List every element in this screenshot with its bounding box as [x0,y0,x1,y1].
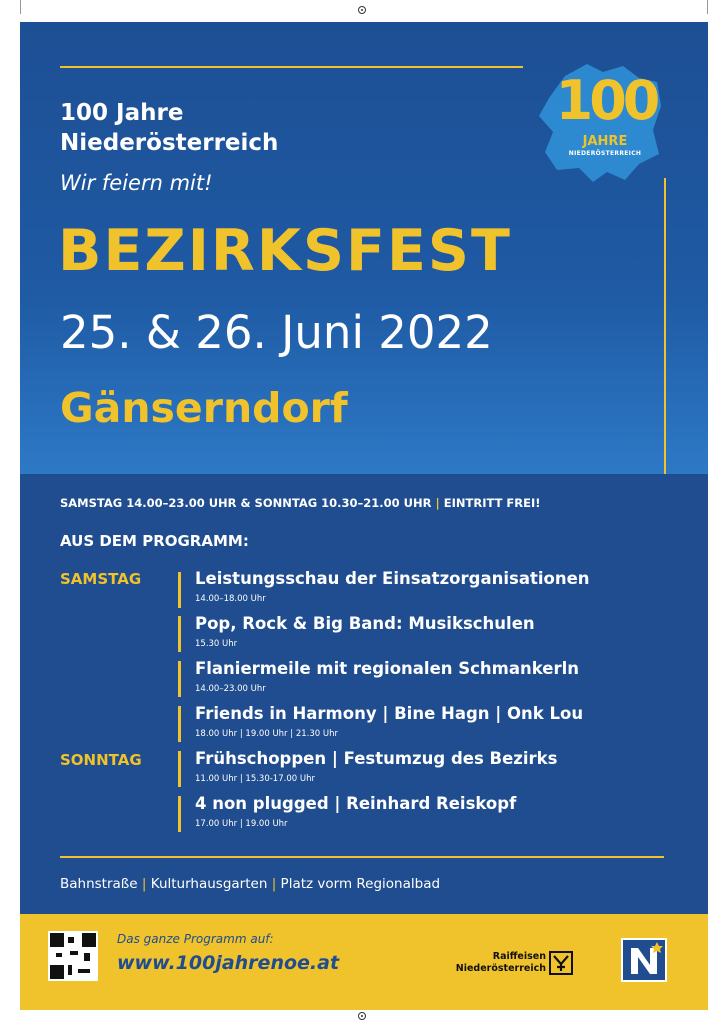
program-item-bar [178,796,181,832]
raiffeisen-logo-icon [549,951,573,975]
program-item-title: Pop, Rock & Big Band: Musikschulen [195,614,535,633]
footer-program-label: Das ganze Programm auf: [117,932,274,946]
badge-region: NIEDERÖSTERREICH [568,150,642,157]
program-item-title: Leistungsschau der Einsatzorganisationen [195,569,590,588]
program-item-bar [178,616,181,652]
qr-module [70,951,78,955]
program-item-time: 15.30 Uhr [195,639,238,649]
location-item: Bahnstraße [60,876,138,892]
anniversary-badge [535,58,665,184]
qr-module [78,969,90,973]
intro-line-1: 100 Jahre [60,100,184,126]
event-date: 25. & 26. Juni 2022 [60,306,493,359]
location-item: Kulturhausgarten [150,876,268,892]
accent-line-right [664,178,666,474]
program-item-title: Flaniermeile mit regionalen Schmankerln [195,659,579,678]
program-item-title: 4 non plugged | Reinhard Reiskopf [195,794,517,813]
qr-finder [82,933,96,947]
opening-hours [60,496,541,510]
qr-module [56,953,62,957]
program-item-title: Friends in Harmony | Bine Hagn | Onk Lou [195,704,584,723]
program-item-bar [178,751,181,787]
program-item-bar [178,572,181,608]
qr-finder [50,933,64,947]
qr-module [68,937,74,943]
separator: | [141,876,147,892]
sponsor-line-2: Niederösterreich [455,963,546,974]
badge-number: 100 [555,69,657,132]
accent-line-bottom [60,856,664,858]
crop-mark-top-right [707,0,708,14]
crop-mark-top-left [20,0,21,14]
accent-line-top [60,66,523,68]
program-item-title: Frühschoppen | Festumzug des Bezirks [195,749,558,768]
admission-text: EINTRITT FREI! [443,496,541,510]
registration-mark-top [358,6,366,14]
opening-hours-text: SAMSTAG 14.00–23.00 UHR & SONNTAG 10.30–21.00 UHR [60,496,432,510]
event-title: BEZIRKSFEST [58,218,512,284]
registration-mark-bottom [358,1012,366,1020]
program-item-bar [178,706,181,742]
program-item-time: 18.00 Uhr | 19.00 Uhr | 21.30 Uhr [195,729,338,739]
program-item-time: 14.00–18.00 Uhr [195,594,266,604]
separator: | [271,876,277,892]
program-item-time: 11.00 Uhr | 15.30-17.00 Uhr [195,774,315,784]
day-label-sunday: SONNTAG [60,751,142,769]
location-item: Platz vorm Regionalbad [280,876,441,892]
footer-url-link[interactable]: www.100jahrenoe.at [117,952,340,974]
noe-logo-icon [621,938,667,982]
badge-word: JAHRE [582,134,628,149]
day-label-saturday: SAMSTAG [60,570,142,588]
raiffeisen-gable-icon [551,953,571,973]
sponsor-line-1: Raiffeisen [492,951,546,962]
qr-finder [50,965,64,979]
qr-module [68,965,72,975]
event-place: Gänserndorf [60,384,348,432]
qr-code [48,931,98,981]
separator: | [435,496,440,510]
program-item-bar [178,661,181,697]
intro-tagline: Wir feiern mit! [60,171,213,195]
venue-locations [60,876,440,892]
sponsor-name [426,951,546,975]
noe-n-icon [623,940,665,980]
intro-line-2: Niederösterreich [60,130,279,156]
program-item-time: 14.00–23.00 Uhr [195,684,266,694]
program-heading: AUS DEM PROGRAMM: [60,532,249,550]
poster [20,22,708,1010]
qr-module [84,953,90,961]
program-item-time: 17.00 Uhr | 19.00 Uhr [195,819,288,829]
